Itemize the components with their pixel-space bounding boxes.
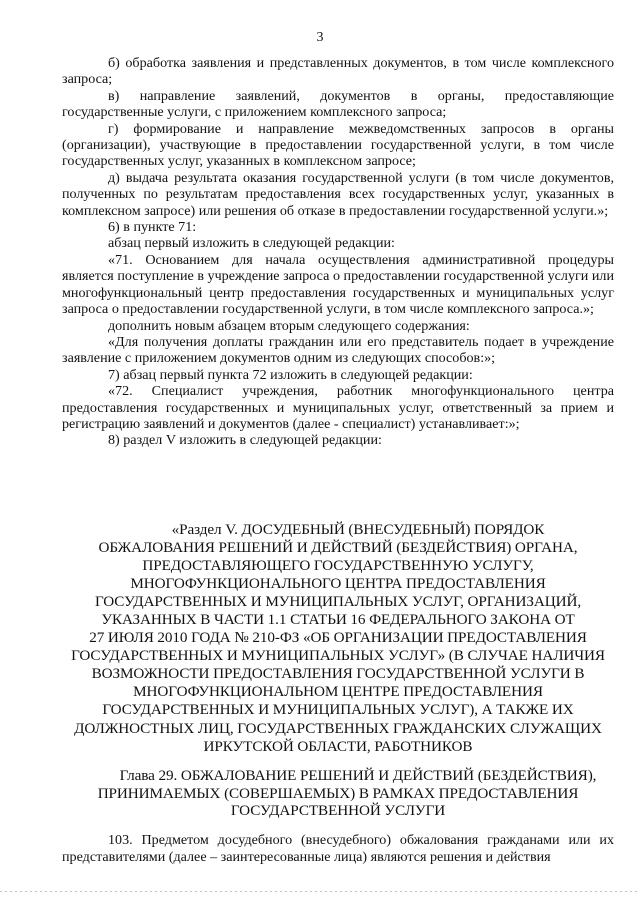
page-number: 3 bbox=[316, 30, 324, 45]
section-title-line: МНОГОФУНКЦИОНАЛЬНОМ ЦЕНТРЕ ПРЕДОСТАВЛЕНИЯ bbox=[133, 683, 543, 701]
paragraph: «72. Специалист учреждения, работник многофункционального центра предоставления государственных и муниципальных услуг, ответственный за прием и регистрацию заявлений и документов (далее - специалист) устанавливает:»; bbox=[62, 383, 614, 432]
section-title-line: УКАЗАННЫХ В ЧАСТИ 1.1 СТАТЬИ 16 ФЕДЕРАЛЬНОГО ЗАКОНА ОТ bbox=[101, 611, 575, 629]
scan-artifact-line bbox=[0, 891, 640, 892]
tail-text bbox=[62, 832, 614, 866]
paragraph: 103. Предметом досудебного (внесудебного) обжалования гражданами или их представителями (далее – заинтересованные лица) являются решения и действия bbox=[62, 832, 614, 865]
chapter-title-line: ПРИНИМАЕМЫХ (СОВЕРШАЕМЫХ) В РАМКАХ ПРЕДОСТАВЛЕНИЯ bbox=[97, 784, 579, 802]
paragraph: 8) раздел V изложить в следующей редакции: bbox=[108, 432, 382, 449]
paragraph: в) направление заявлений, документов в органы, предоставляющие государственные услуги, с приложением комплексного запроса; bbox=[62, 87, 614, 121]
paragraph: «71. Основанием для начала осуществления административной процедуры является поступление в учреждение запроса о предоставлении государственной услуги или многофункциональный центр предоставления государственных и муниципальных услуг запроса о предоставлении государственной услуги, в том числе комплексного запроса.»; bbox=[62, 251, 614, 318]
section-title-line: ГОСУДАРСТВЕННЫХ И МУНИЦИПАЛЬНЫХ УСЛУГ), А ТАКЖЕ ИХ bbox=[102, 701, 574, 719]
section-title-line: ИРКУТСКОЙ ОБЛАСТИ, РАБОТНИКОВ bbox=[203, 737, 473, 755]
section-title-line: ГОСУДАРСТВЕННЫХ И МУНИЦИПАЛЬНЫХ УСЛУГ, ОРГАНИЗАЦИЙ, bbox=[94, 593, 582, 611]
section-title-line: ОБЖАЛОВАНИЯ РЕШЕНИЙ И ДЕЙСТВИЙ (БЕЗДЕЙСТВИЯ) ОРГАНА, bbox=[98, 539, 578, 557]
paragraph: дополнить новым абзацем вторым следующего содержания: bbox=[108, 317, 470, 334]
section-title-line: ГОСУДАРСТВЕННЫХ И МУНИЦИПАЛЬНЫХ УСЛУГ» (В СЛУЧАЕ НАЛИЧИЯ bbox=[71, 647, 605, 665]
section-title-line: 27 ИЮЛЯ 2010 ГОДА № 210-ФЗ «ОБ ОРГАНИЗАЦИИ ПРЕДОСТАВЛЕНИЯ bbox=[89, 629, 587, 647]
chapter-title-line: ГОСУДАРСТВЕННОЙ УСЛУГИ bbox=[230, 802, 446, 819]
paragraph: «Для получения доплаты гражданин или его представитель подает в учреждение заявление с приложением документов одним из следующих способов:»; bbox=[62, 333, 614, 367]
section-title-line: «Раздел V. ДОСУДЕБНЫЙ (ВНЕСУДЕБНЫЙ) ПОРЯДОК bbox=[171, 521, 545, 538]
paragraph: б) обработка заявления и представленных документов, в том числе комплексного запроса; bbox=[62, 55, 614, 88]
section-title-line: ПРЕДОСТАВЛЯЮЩЕГО ГОСУДАРСТВЕННУЮ УСЛУГУ, bbox=[142, 557, 534, 575]
chapter-title bbox=[62, 767, 614, 820]
paragraph: 7) абзац первый пункта 72 изложить в следующей редакции: bbox=[108, 366, 473, 383]
section-title-line: ВОЗМОЖНОСТИ ПРЕДОСТАВЛЕНИЯ ГОСУДАРСТВЕННОЙ УСЛУГИ В bbox=[91, 665, 585, 683]
chapter-title-line: Глава 29. ОБЖАЛОВАНИЕ РЕШЕНИЙ И ДЕЙСТВИЙ (БЕЗДЕЙСТВИЯ), bbox=[119, 767, 597, 784]
body-text bbox=[62, 55, 614, 449]
paragraph: абзац первый изложить в следующей редакции: bbox=[108, 235, 395, 252]
section-title bbox=[62, 521, 614, 756]
section-title-line: МНОГОФУНКЦИОНАЛЬНОГО ЦЕНТРА ПРЕДОСТАВЛЕНИЯ bbox=[130, 575, 546, 593]
section-title-line: ДОЛЖНОСТНЫХ ЛИЦ, ГОСУДАРСТВЕННЫХ ГРАЖДАНСКИХ СЛУЖАЩИХ bbox=[74, 719, 602, 737]
paragraph: г) формирование и направление межведомственных запросов в органы (организации), участвующие в предоставлении государственной услуги, в том числе государственных услуг, указанных в комплексном запросе; bbox=[62, 120, 614, 170]
paragraph: д) выдача результата оказания государственной услуги (в том числе документов, полученных по результатам предоставления всех государственных услуг, указанных в комплексном запросе) или решения об отказе в предоставлении государственной услуги.»; bbox=[62, 169, 614, 219]
paragraph: 6) в пункте 71: bbox=[108, 219, 197, 236]
